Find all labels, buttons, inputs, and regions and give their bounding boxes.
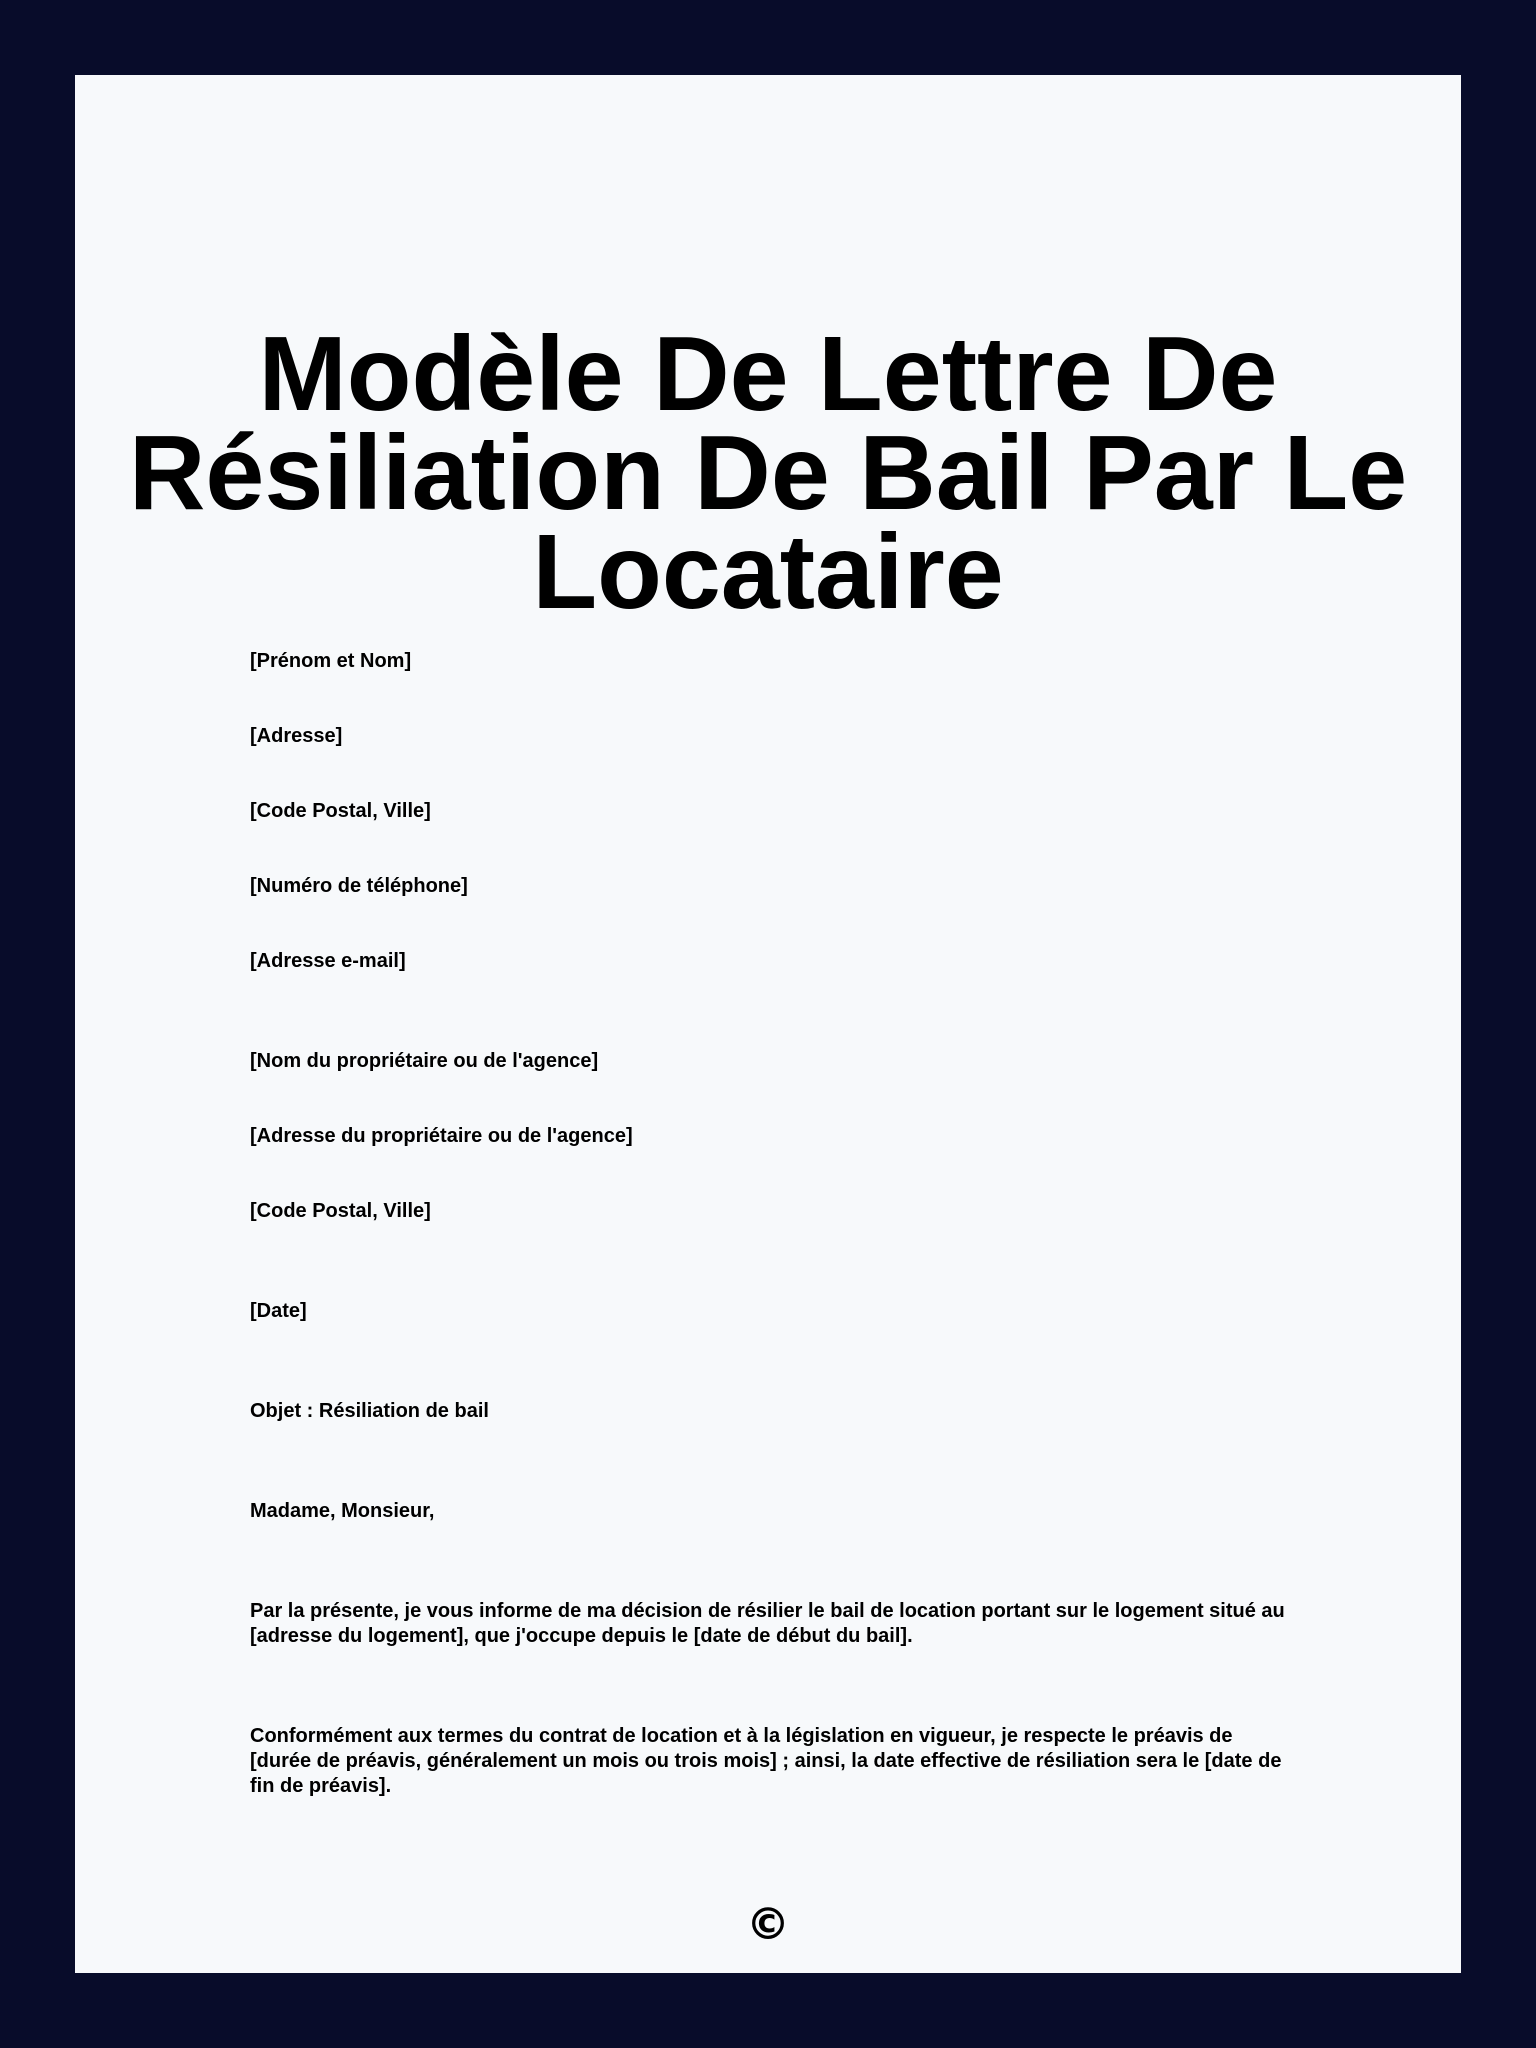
title-line-1: Modèle De Lettre De xyxy=(258,315,1278,433)
sender-postal-city: [Code Postal, Ville] xyxy=(250,800,431,822)
letter-page xyxy=(75,75,1461,1973)
title-line-2: Résiliation De Bail Par Le xyxy=(128,414,1408,532)
recipient-address: [Adresse du propriétaire ou de l'agence] xyxy=(250,1125,633,1147)
page-title xyxy=(75,315,1461,631)
title-line-3: Locataire xyxy=(532,513,1004,631)
recipient-postal-city: [Code Postal, Ville] xyxy=(250,1200,431,1222)
sender-name: [Prénom et Nom] xyxy=(250,650,412,672)
body-paragraph-1: Par la présente, je vous informe de ma décision de résilier le bail de location portant sur le logement situé au [adresse du logement], que j'occupe depuis le [date de début du bail]. xyxy=(250,1600,1285,1647)
body-paragraph-2: Conformément aux termes du contrat de location et à la législation en vigueur, je respecte le préavis de [durée de préavis, généralement un mois ou trois mois] ; ainsi, la date effective de résiliation sera le [date de fin de préavis]. xyxy=(250,1725,1282,1797)
copyright-icon: © xyxy=(746,1899,790,1950)
letter-subject: Objet : Résiliation de bail xyxy=(250,1400,489,1422)
salutation: Madame, Monsieur, xyxy=(250,1500,435,1522)
recipient-name: [Nom du propriétaire ou de l'agence] xyxy=(250,1050,599,1072)
letter-date: [Date] xyxy=(250,1300,307,1322)
sender-phone: [Numéro de téléphone] xyxy=(250,875,468,897)
sender-address: [Adresse] xyxy=(250,725,343,747)
sender-email: [Adresse e-mail] xyxy=(250,950,406,972)
